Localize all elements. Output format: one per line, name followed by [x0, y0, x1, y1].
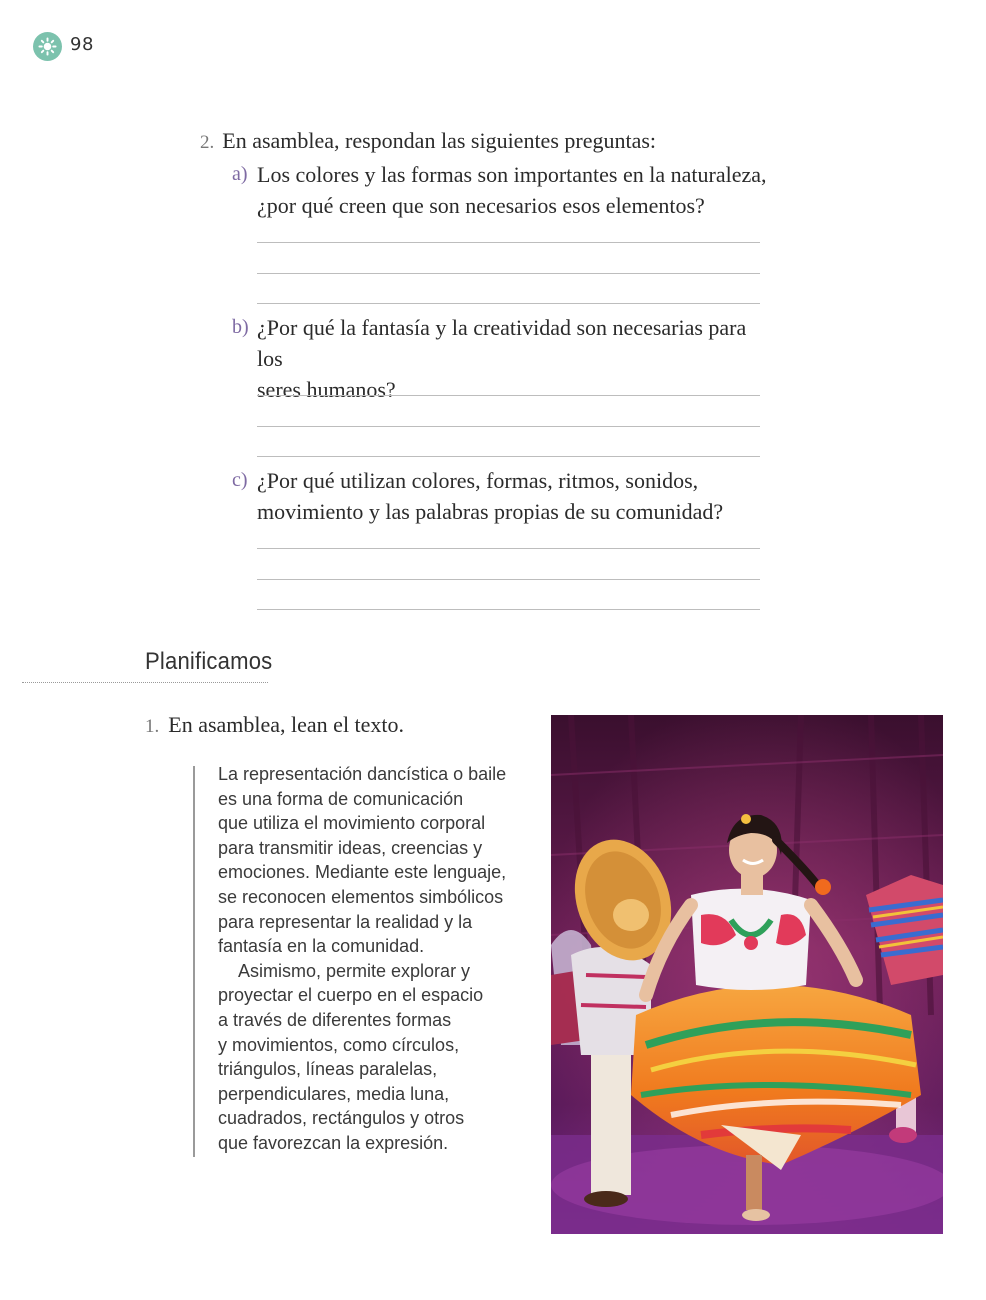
activity-text: En asamblea, respondan las siguientes preguntas: — [222, 128, 657, 153]
instruction — [145, 712, 404, 738]
folk-dancer-illustration — [551, 715, 943, 1234]
answer-line[interactable] — [257, 609, 760, 610]
reading-line: cuadrados, rectángulos y otros — [218, 1108, 465, 1129]
question-letter: c) — [232, 469, 248, 491]
answer-line[interactable] — [257, 426, 760, 427]
answer-line[interactable] — [257, 303, 760, 304]
page-number: 98 — [70, 34, 94, 55]
instruction-text: En asamblea, lean el texto. — [168, 712, 405, 737]
reading-line: proyectar el cuerpo en el espacio — [218, 985, 484, 1006]
reading-line: se reconocen elementos simbólicos — [218, 886, 504, 907]
reading-line: que favorezcan la expresión. — [218, 1132, 449, 1153]
question-b — [232, 312, 772, 405]
activity-number: 2. — [200, 132, 215, 153]
section-divider — [22, 682, 268, 683]
question-c — [232, 465, 772, 527]
page-badge — [33, 32, 62, 61]
answer-line[interactable] — [257, 242, 760, 243]
question-line: ¿Por qué la fantasía y la creatividad son necesarias para los — [257, 315, 747, 371]
reading-bar — [193, 766, 195, 1157]
reading-line: para representar la realidad y la — [218, 911, 473, 932]
question-a — [232, 159, 772, 221]
reading-paragraph — [218, 959, 518, 1156]
answer-line[interactable] — [257, 456, 760, 457]
reading-line: fantasía en la comunidad. — [218, 936, 425, 957]
reading-line: emociones. Mediante este lenguaje, — [218, 862, 507, 883]
dancer-photo — [551, 715, 943, 1234]
answer-line[interactable] — [257, 579, 760, 580]
reading-line: perpendiculares, media luna, — [218, 1083, 450, 1104]
activity-prompt — [200, 128, 656, 154]
section-title: Planificamos — [145, 648, 273, 675]
question-line: seres humanos? — [257, 377, 396, 402]
reading-line: Asimismo, permite explorar y — [238, 960, 471, 981]
question-line: Los colores y las formas son importantes en la naturaleza, — [257, 162, 767, 187]
instruction-number: 1. — [145, 716, 160, 737]
sun-icon — [38, 37, 57, 56]
reading-paragraph — [218, 762, 518, 959]
question-line: ¿Por qué utilizan colores, formas, ritmos, sonidos, — [257, 468, 699, 493]
question-line: movimiento y las palabras propias de su comunidad? — [257, 499, 724, 524]
question-letter: b) — [232, 316, 249, 338]
reading-line: La representación dancística o baile — [218, 764, 507, 784]
reading-line: que utiliza el movimiento corporal — [218, 813, 486, 834]
question-line: ¿por qué creen que son necesarios esos elementos? — [257, 193, 705, 218]
reading-line: para transmitir ideas, creencias y — [218, 837, 483, 858]
reading-line: y movimientos, como círculos, — [218, 1034, 460, 1055]
reading-line: a través de diferentes formas — [218, 1009, 452, 1030]
question-letter: a) — [232, 163, 248, 185]
answer-line[interactable] — [257, 548, 760, 549]
reading-line: es una forma de comunicación — [218, 788, 464, 809]
reading-line: triángulos, líneas paralelas, — [218, 1059, 438, 1080]
answer-line[interactable] — [257, 395, 760, 396]
answer-line[interactable] — [257, 273, 760, 274]
reading-text — [218, 762, 518, 1156]
